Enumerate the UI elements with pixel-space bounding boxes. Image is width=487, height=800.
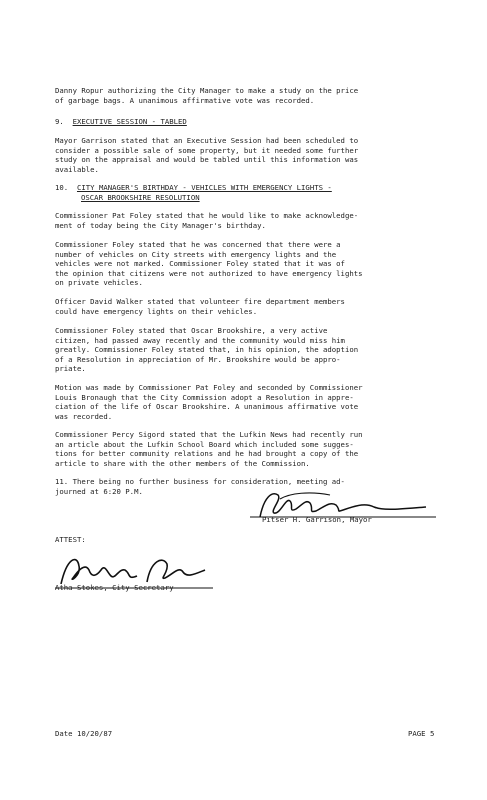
footer-page: PAGE 5 [408, 729, 435, 738]
section-number: 9. [55, 117, 64, 126]
paragraph-adjournment: 11. There being no further business for consideration, meeting ad- journed at 6:20 P.M. [55, 477, 345, 496]
paragraph-garbage-bags: Danny Ropur authorizing the City Manager to make a study on the price of garbage bags. A unanimous affirmative vote was recorded. [55, 86, 359, 105]
section-title: EXECUTIVE SESSION - TABLED [72, 117, 187, 126]
paragraph-volunteer-fire: Officer David Walker stated that volunteer fire department members could have emergency lights on their vehicles. [55, 297, 345, 316]
section-title-line1: CITY MANAGER'S BIRTHDAY - VEHICLES WITH EMERGENCY LIGHTS - [76, 183, 332, 192]
secretary-name: Atha Stokes, City Secretary [55, 583, 174, 592]
paragraph-birthday: Commissioner Pat Foley stated that he would like to make acknowledge- ment of today being the City Manager's birthday. [55, 211, 359, 230]
section-10-heading [55, 183, 455, 202]
footer-date: Date 10/20/87 [55, 729, 113, 738]
attest-label: ATTEST: [55, 535, 86, 544]
section-title-line2: OSCAR BROOKSHIRE RESOLUTION [81, 192, 200, 202]
paragraph-brookshire: Commissioner Foley stated that Oscar Brookshire, a very active citizen, had passed away recently and the community would miss him greatly. Commissioner Foley stated that, in his opinion, the adoption of a Resolution in appreciation of Mr. Brookshire would be appro- priate. [55, 326, 359, 374]
section-number: 10. [55, 183, 69, 192]
mayor-name: Pitser H. Garrison, Mayor [262, 515, 372, 524]
paragraph-emergency-lights: Commissioner Foley stated that he was concerned that there were a number of vehicles on City streets with emergency lights and the vehicles were not marked. Commissioner Foley stated that it was of the opinion that citizens were not authorized to have emergency lights on private vehicles. [55, 240, 363, 288]
paragraph-executive-session: Mayor Garrison stated that an Executive Session had been scheduled to consider a possible sale of some property, but it needed some further study on the appraisal and would be tabled until this information was available. [55, 136, 359, 174]
paragraph-lufkin-news: Commissioner Percy Sigord stated that the Lufkin News had recently run an article about the Lufkin School Board which included some sugges- tions for better community relations and he had brought a copy of the article to share with the other members of the Commission. [55, 430, 363, 468]
section-9-heading [55, 117, 455, 127]
paragraph-motion-resolution: Motion was made by Commissioner Pat Foley and seconded by Commissioner Louis Bronaugh that the City Commission adopt a Resolution in appre- ciation of the life of Oscar Brookshire. A unanimous affirmative vote was recorded. [55, 383, 363, 421]
